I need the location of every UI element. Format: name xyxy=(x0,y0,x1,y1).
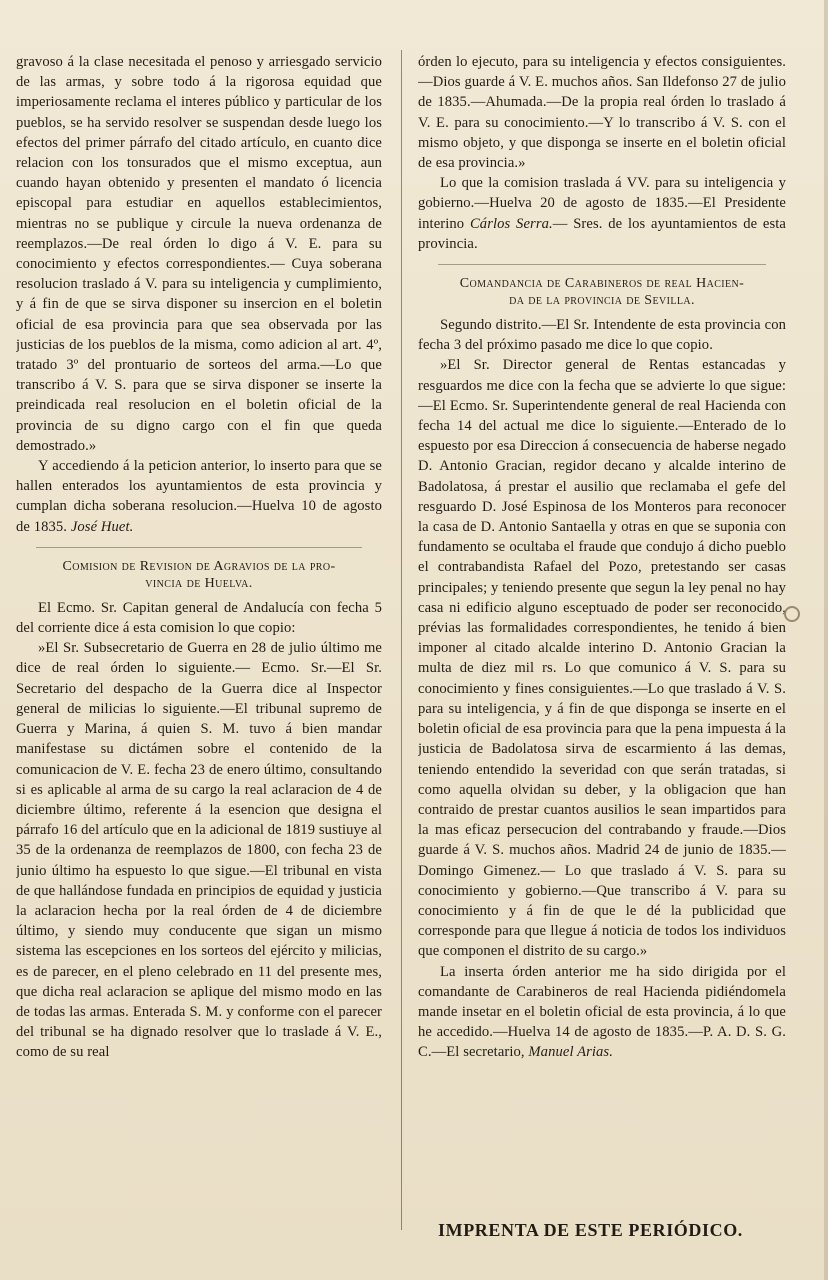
right-paragraph-4: »El Sr. Director general de Rentas estancadas y resguardos me dice con la fecha que se advierte lo que sigue:—El Ecmo. Sr. Superintendente general de real Hacienda con fecha 14 del actual me dice lo siguiente.—Enterado de lo espuesto por esa Direccion á consecuencia de haberse negado D. Antonio Gracian, regidor decano y alcalde interino de Badolatosa, á prestar el ausilio que reclamaba el gefe del resguardo D. José Espinosa de los Monteros para reconocer la casa de D. Antonio Santaella y otras en que se suponia con fundamento se ocultaba el fraude que condujo á dicho pueblo el contrabandista Rafael del Pozo, pretestando ser casas principales; y teniendo presente que segun la ley penal no hay casa ni edificio alguno esceptuado de poder ser reconocido, prévias las formalidades correspondientes, he tenido á bien imponer al citado alcalde interino D. Antonio Gracian la multa de diez mil rs. Lo que comunico á V. S. para su conocimiento y fines consiguientes.—Lo que traslado á V. S. para su inteligencia, y á fin de que disponga se inserte en el boletin oficial de esa provincia para que la pena impuesta á la justicia de Badolatosa sirva de escarmiento á las demas, teniendo entendido la severidad con que serán tratadas, si como aquella olvidan su deber, y la obligacion que han contraido de prestar cuantos ausilios le sean impartidos para la mas eficaz persecucion del contrabando y fraude.—Dios guarde á V. S. muchos años. Madrid 24 de junio de 1835.—Domingo Gimenez.— Lo que traslado á V. S. para su conocimiento y gobierno.—Que transcribo á V. para su conocimiento y á fin de que le dé la publicidad que corresponde para que llegue á noticia de todos los individuos que componen el distrito de su cargo.» xyxy=(418,357,786,960)
left-signature-jose-huet: José Huet. xyxy=(70,518,134,535)
printer-imprint: IMPRENTA DE ESTE PERIÓDICO. xyxy=(438,1220,743,1240)
column-rule xyxy=(401,50,402,1230)
right-paragraph-5-text: La inserta órden anterior me ha sido dirigida por el comandante de Carabineros de real Hacienda pidiéndomela mande insetar en el boletin oficial de esta provincia, á lo que he accedido.—Huelva 14 de agosto de 1835.—P. A. D. S. G. C.—El secretario, xyxy=(418,963,786,1061)
right-signature-manuel-arias: Manuel Arias. xyxy=(528,1044,613,1061)
right-column xyxy=(418,52,786,1063)
right-paragraph-2 xyxy=(418,173,786,254)
right-signature-carlos-serra: Cárlos Serra. xyxy=(469,215,553,232)
left-paragraph-4: »El Sr. Subsecretario de Guerra en 28 de julio último me dice de real órden lo siguiente.— Ecmo. Sr.—El Sr. Secretario del despacho de la Guerra dice al Inspector general de milicias lo siguiente.—El tribunal supremo de Guerra y Marina, á quien S. M. tuvo á bien mandar manifestase su dictámen sobre el contenido de la comunicacion de V. E. fecha 23 de enero último, consultando si es aplicable al arma de su cargo la real aclaracion de 4 de diciembre último, referente á la esencion que designa el párrafo 16 del artículo que en la adicional de 1819 sustiuye al 35 de la ordenanza de reemplazos de 1800, con fecha 23 de junio último ha espuesto lo que sigue.—El tribunal en vista de que hallándose fundada en principios de equidad y justicia la aclaracion hecha por la real órden de 4 de diciembre último, y siendo muy conducente que sigan un mismo sistema las escepciones en los sorteos del ejército y milicias, es de parecer, en el pleno celebrado en 11 del presente mes, que dicha real aclaracion se aplique del mismo modo en las de todas las armas. Enterada S. M. y conforme con el parecer del tribunal se ha dignado resolver que lo traslade á V. E., como de su real xyxy=(16,640,382,1061)
section-title-comandancia xyxy=(418,275,786,309)
section-title-comandancia-line-2: da de la provincia de Sevilla. xyxy=(509,293,695,309)
right-paragraph-1: órden lo ejecuto, para su inteligencia y efectos consiguientes.—Dios guarde á V. E. muchos años. San Ildefonso 27 de julio de 1835.—Ahumada.—De la propia real órden lo traslado á V. E. para su conocimiento.—Y lo transcribo á V. S. con el mismo objeto, y que disponga se inserte en el boletin oficial de esa provincia.» xyxy=(418,54,786,172)
section-title-comision-line-2: vincia de Huelva. xyxy=(145,575,253,591)
section-title-comision-line-1: Comision de Revision de Agravios de la pro- xyxy=(62,558,336,574)
right-paragraph-2-tail: — Sres. de los ayuntamientos de esta provincia. xyxy=(418,215,786,252)
right-paragraph-5 xyxy=(418,962,786,1063)
right-paragraph-3: Segundo distrito.—El Sr. Intendente de esta provincia con fecha 3 del próximo pasado me dice lo que copio. xyxy=(418,317,786,354)
right-paragraph-2-text: Lo que la comision traslada á VV. para su inteligencia y gobierno.—Huelva 20 de agosto de 1835.—El Presidente interino xyxy=(418,175,786,232)
section-title-comision xyxy=(16,558,382,592)
page-edge-shadow xyxy=(824,0,828,1280)
left-paragraph-1: gravoso á la clase necesitada el penoso y arriesgado servicio de las armas, y sobre todo á la rigorosa equidad que imperiosamente reclama el interes público y particular de los pueblos, se ha servido resolver se suspendan desde luego los efectos del primer párrafo del citado artículo, en cuanto dice relacion con los tonsurados que el mismo exceptua, aun cuando hayan obtenido y presenten el mandato ó licencia episcopal para estudiar en aquellos establecimientos, mientras no se publique y circule la nueva ordenanza de reemplazos.—De real órden lo digo á V. E. para su conocimiento y efectos correspondientes.— Cuya soberana resolucion traslado á V. para su inteligencia y cumplimiento, y á fin de que se sirva disponer su insercion en el boletin oficial de esa provincia para que sea observada por las justicias de los pueblos de la misma, como adicion al art. 4º, tratado 3º del prontuario de sorteos del arma.—Lo que transcribo á V. S. para que se sirva disponer se inserte la preindicada real resolucion en el boletin oficial de la provincia de su digno cargo con el fin que queda demostrado.» xyxy=(16,54,382,454)
left-paragraph-2-text: Y accediendo á la peticion anterior, lo inserto para que se hallen enterados los ayuntamientos de esta provincia y cumplan dicha soberana resolucion.—Huelva 10 de agosto de 1835. xyxy=(16,458,382,535)
left-paragraph-3: El Ecmo. Sr. Capitan general de Andalucía con fecha 5 del corriente dice á esta comision lo que copio: xyxy=(16,599,382,637)
section-title-comandancia-line-1: Comandancia de Carabineros de real Hacien- xyxy=(459,276,745,292)
binding-hole xyxy=(784,606,800,622)
left-column xyxy=(16,52,382,1063)
section-divider xyxy=(438,264,766,265)
left-paragraph-2 xyxy=(16,456,382,537)
section-divider xyxy=(36,547,362,548)
